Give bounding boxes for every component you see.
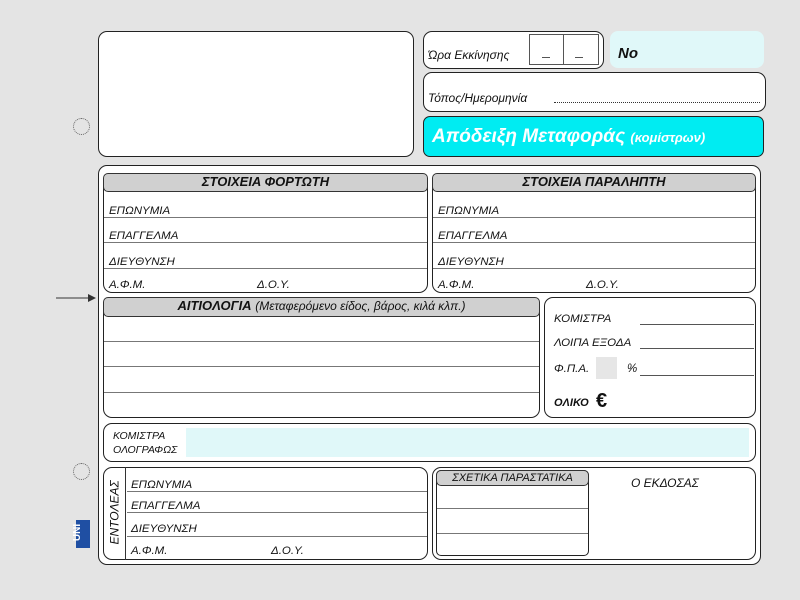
percent-symbol: % — [627, 363, 638, 375]
shipper-vat-label: Α.Φ.Μ. — [109, 279, 146, 291]
departure-time-field[interactable] — [529, 34, 599, 65]
recipient-address-label: ΔΙΕΥΘΥΝΣΗ — [438, 256, 504, 268]
principal-address-label: ΔΙΕΥΘΥΝΣΗ — [131, 523, 197, 535]
principal-address-line[interactable] — [127, 536, 427, 537]
shipper-profession-label: ΕΠΑΓΓΕΛΜΑ — [109, 230, 179, 242]
uni-logo-text: UNI — [72, 523, 84, 542]
departure-time-box — [423, 31, 604, 69]
place-date-box — [423, 72, 766, 112]
punch-hole-bottom — [73, 463, 90, 480]
amount-words-field[interactable] — [186, 428, 749, 457]
other-expenses-label: ΛΟΙΠΑ ΕΞΟΔΑ — [554, 337, 632, 349]
fare-field[interactable] — [640, 324, 754, 325]
other-expenses-field[interactable] — [640, 348, 754, 349]
principal-name-line[interactable] — [127, 491, 427, 492]
number-box — [610, 31, 764, 68]
principal-profession-line[interactable] — [127, 512, 427, 513]
amount-words-label-line1: ΚΟΜΙΣΤΡΑ — [113, 430, 166, 442]
reason-line-2[interactable] — [104, 366, 539, 367]
principal-name-label: ΕΠΩΝΥΜΙΑ — [131, 479, 193, 491]
recipient-profession-line[interactable] — [433, 242, 755, 243]
reason-subtitle: (Μεταφερόμενο είδος, βάρος, κιλά κλπ.) — [255, 299, 466, 313]
issuer-label: Ο ΕΚΔΟΣΑΣ — [631, 476, 699, 490]
shipper-tax-office-label: Δ.Ο.Υ. — [257, 279, 290, 291]
uni-logo — [72, 520, 90, 548]
principal-tax-office-label: Δ.Ο.Υ. — [271, 545, 304, 557]
related-docs-line-1[interactable] — [437, 508, 588, 509]
euro-icon: € — [596, 390, 608, 412]
departure-time-label: Ώρα Εκκίνησης — [428, 48, 510, 62]
document-title-main: Απόδειξη Μεταφοράς — [432, 126, 626, 147]
document-title-sub: (κομίστρων) — [630, 130, 706, 145]
recipient-name-line[interactable] — [433, 217, 755, 218]
reason-title-bar — [103, 297, 540, 317]
vat-amount-field[interactable] — [640, 375, 754, 376]
title-box — [423, 116, 764, 157]
related-docs-line-2[interactable] — [437, 533, 588, 534]
document-title — [432, 126, 705, 148]
principal-side-label: ΕΝΤΟΛΕΑΣ — [107, 480, 122, 545]
shipper-profession-line[interactable] — [104, 242, 427, 243]
place-date-field[interactable] — [554, 102, 760, 103]
number-label: No — [618, 45, 638, 62]
recipient-address-line[interactable] — [433, 268, 755, 269]
recipient-tax-office-label: Δ.Ο.Υ. — [586, 279, 619, 291]
shipper-address-label: ΔΙΕΥΘΥΝΣΗ — [109, 256, 175, 268]
vat-rate-field[interactable] — [596, 357, 617, 379]
total-label: ΟΛΙΚΟ — [554, 397, 589, 409]
reason-line-1[interactable] — [104, 341, 539, 342]
shipper-name-label: ΕΠΩΝΥΜΙΑ — [109, 205, 171, 217]
shipper-name-line[interactable] — [104, 217, 427, 218]
recipient-name-label: ΕΠΩΝΥΜΙΑ — [438, 205, 500, 217]
place-date-label: Τόπος/Ημερομηνία — [428, 91, 528, 105]
shipper-address-line[interactable] — [104, 268, 427, 269]
vat-label: Φ.Π.Α. — [554, 363, 590, 375]
logo-area-box — [98, 31, 414, 157]
recipient-vat-label: Α.Φ.Μ. — [438, 279, 475, 291]
recipient-title: ΣΤΟΙΧΕΙΑ ΠΑΡΑΛΗΠΤΗ — [432, 173, 756, 192]
arrow-icon — [56, 292, 96, 304]
principal-profession-label: ΕΠΑΓΓΕΛΜΑ — [131, 500, 201, 512]
reason-line-3[interactable] — [104, 392, 539, 393]
issuer-signature-area[interactable] — [595, 492, 753, 554]
reason-title: ΑΙΤΙΟΛΟΓΙΑ — [177, 298, 252, 313]
fare-label: ΚΟΜΙΣΤΡΑ — [554, 313, 612, 325]
principal-vat-label: Α.Φ.Μ. — [131, 545, 168, 557]
recipient-profession-label: ΕΠΑΓΓΕΛΜΑ — [438, 230, 508, 242]
punch-hole-top — [73, 118, 90, 135]
related-docs-title: ΣΧΕΤΙΚΑ ΠΑΡΑΣΤΑΤΙΚΑ — [436, 470, 589, 486]
shipper-title: ΣΤΟΙΧΕΙΑ ΦΟΡΤΩΤΗ — [103, 173, 428, 192]
amount-words-label-line2: ΟΛΟΓΡΑΦΩΣ — [113, 444, 178, 456]
